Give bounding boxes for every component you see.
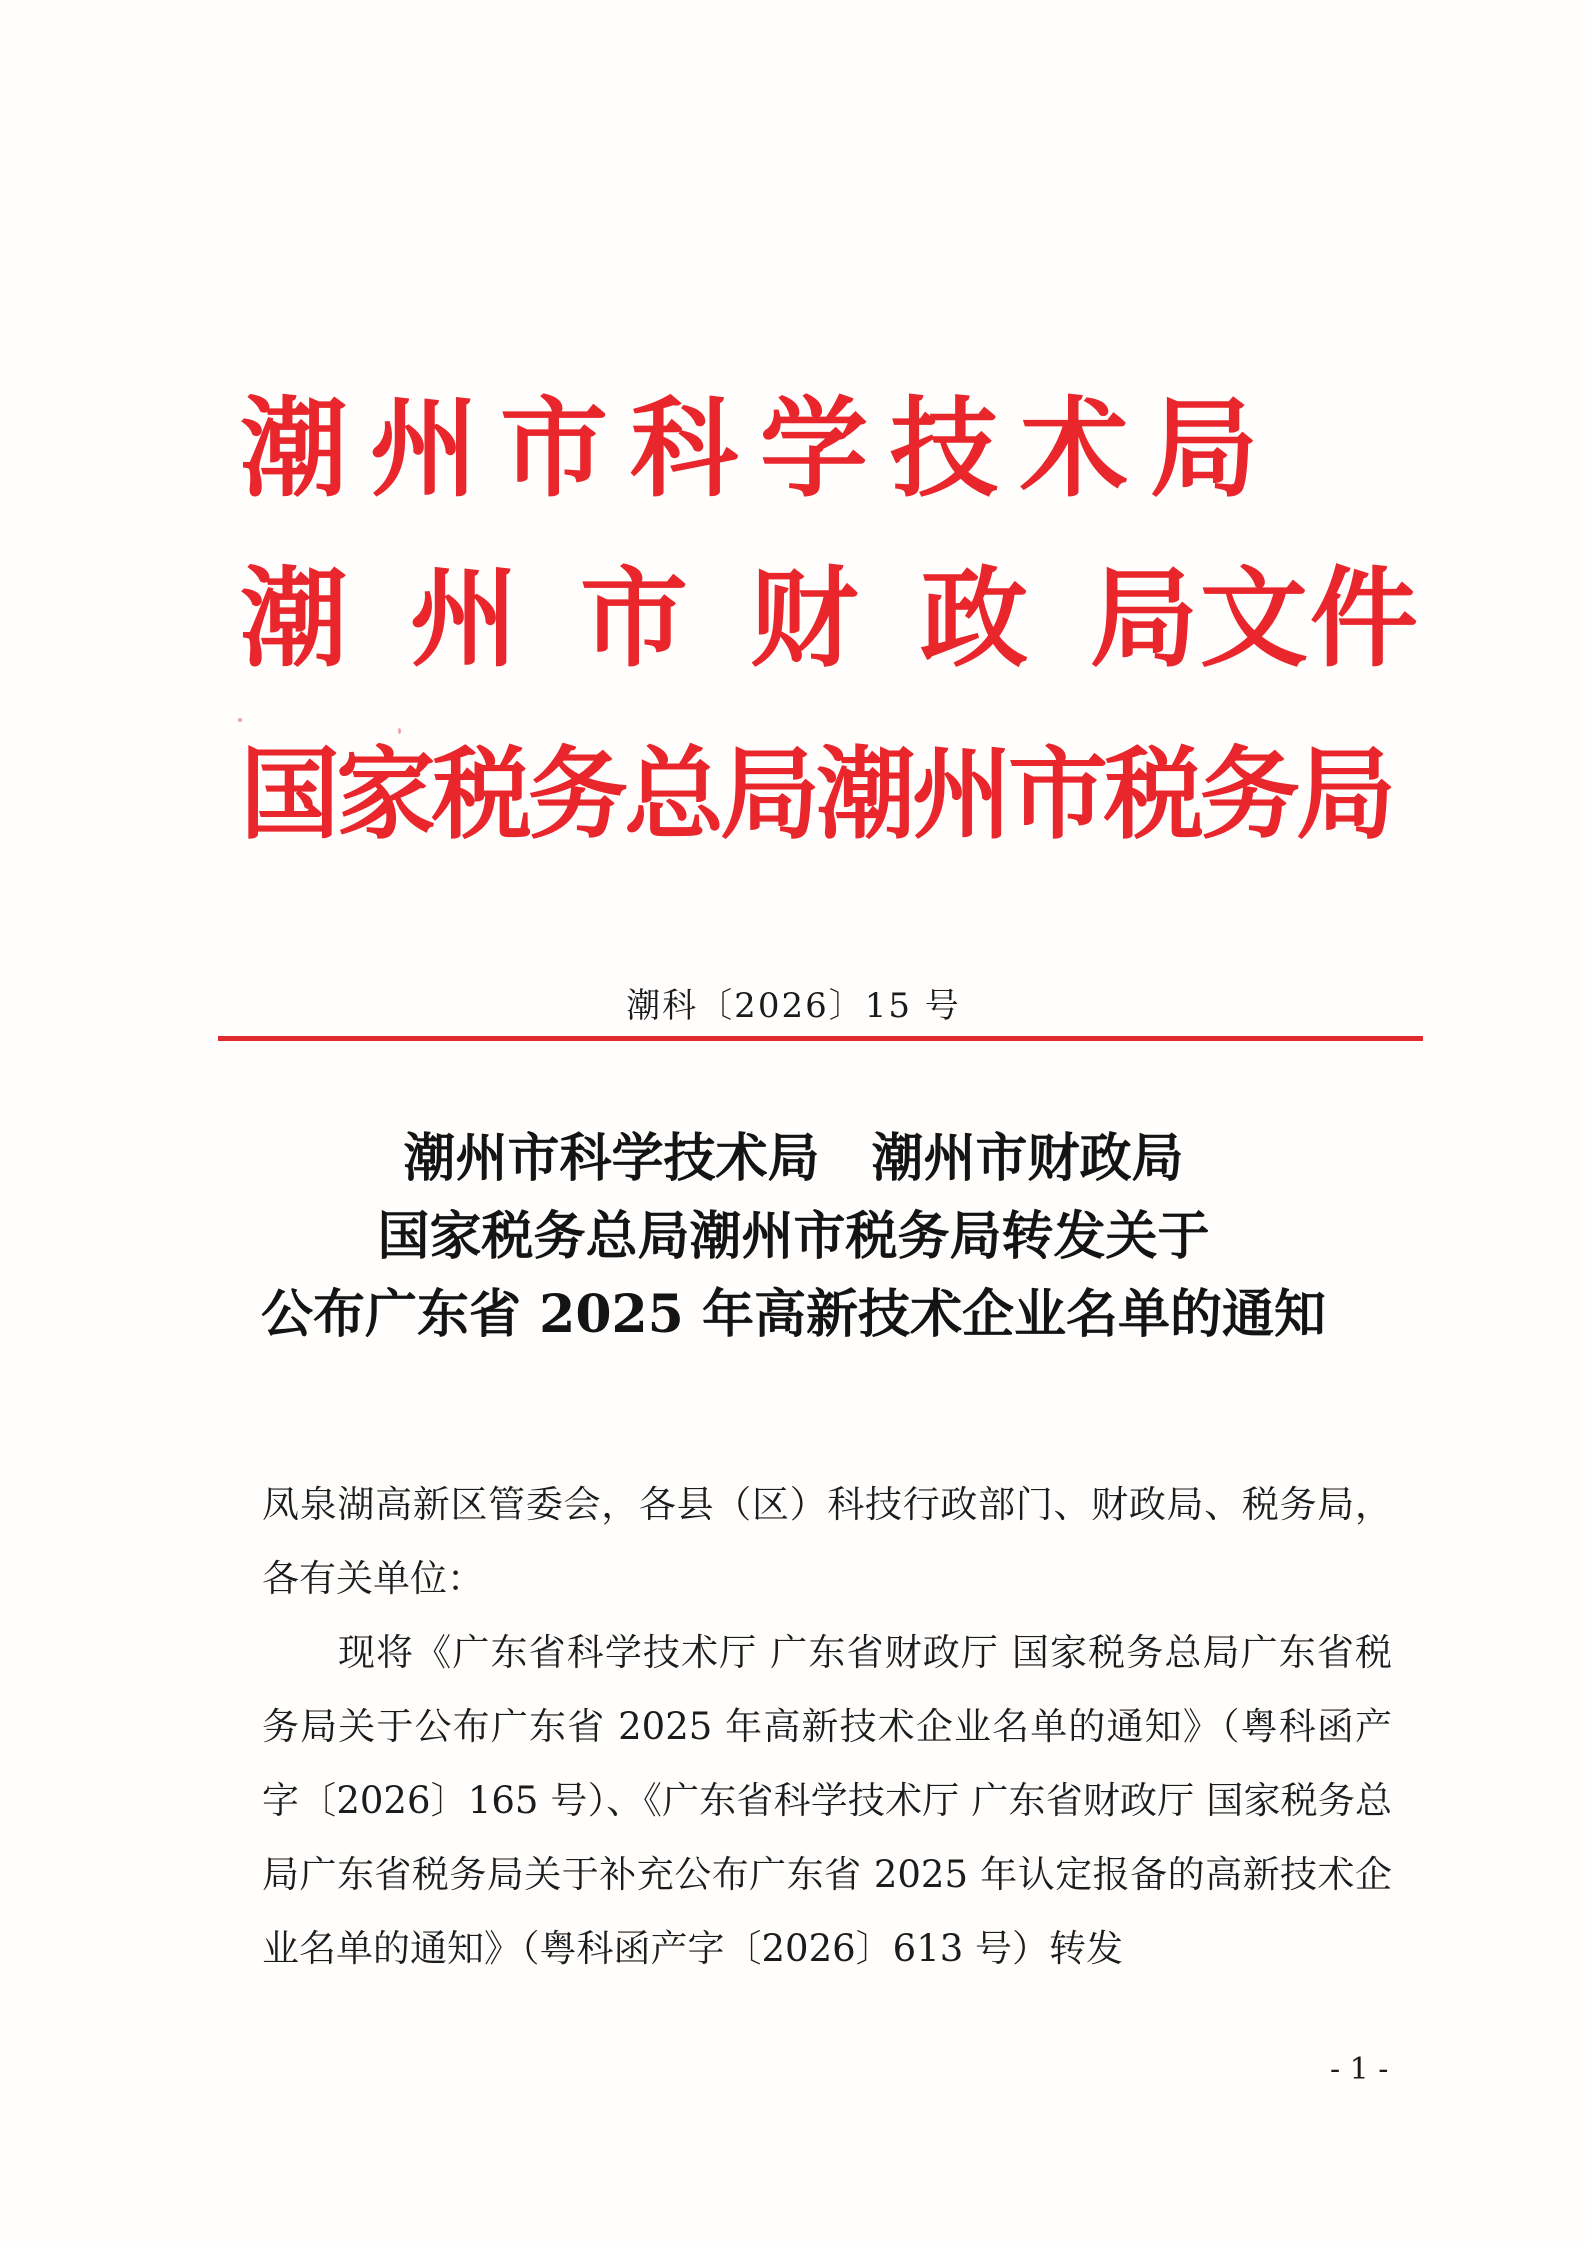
document-number: 潮科〔2026〕15 号 — [626, 986, 961, 1026]
scan-speck — [398, 728, 401, 734]
scan-speck — [238, 718, 242, 722]
letterhead-char: 潮 — [240, 557, 349, 682]
document-title — [0, 1120, 1587, 1354]
letterhead-char: 政 — [919, 557, 1028, 682]
letterhead-line-finance-bureau — [240, 555, 1420, 685]
body-paragraph: 现将《广东省科学技术厅 广东省财政厅 国家税务总局广东省税务局关于公布广东省 2025 年高新技术企业名单的通知》（粤科函产字〔2026〕165 号）、《广东省科学技术厅 广东省财政厅 国家税务总局广东省税务局关于补充公布广东省 2025 年认定报备的高新技术企业名单的通知》（粤科函产字〔2026〕613 号）转发 — [262, 1631, 1392, 1970]
letterhead-char: 财 — [749, 557, 858, 682]
document-body — [262, 1468, 1392, 1986]
title-line-2: 国家税务总局潮州市税务局转发关于 — [377, 1206, 1210, 1267]
letterhead-char: 局文件 — [1089, 557, 1420, 682]
salutation: 凤泉湖高新区管委会，各县（区）科技行政部门、财政局、税务局，各有关单位： — [262, 1483, 1392, 1600]
page-number: - 1 - — [1330, 2052, 1389, 2087]
letterhead-line-tax-bureau: 国家税务总局潮州市税务局 — [240, 736, 1392, 853]
letterhead-char: 市 — [579, 557, 688, 682]
title-line-1: 潮州市科学技术局 潮州市财政局 — [403, 1128, 1184, 1189]
title-line-3: 公布广东省 2025 年高新技术企业名单的通知 — [261, 1284, 1326, 1345]
red-divider-line — [218, 1036, 1423, 1041]
letterhead-line-science-bureau: 潮州市科学技术局 — [240, 387, 1281, 512]
letterhead-char: 州 — [409, 557, 518, 682]
